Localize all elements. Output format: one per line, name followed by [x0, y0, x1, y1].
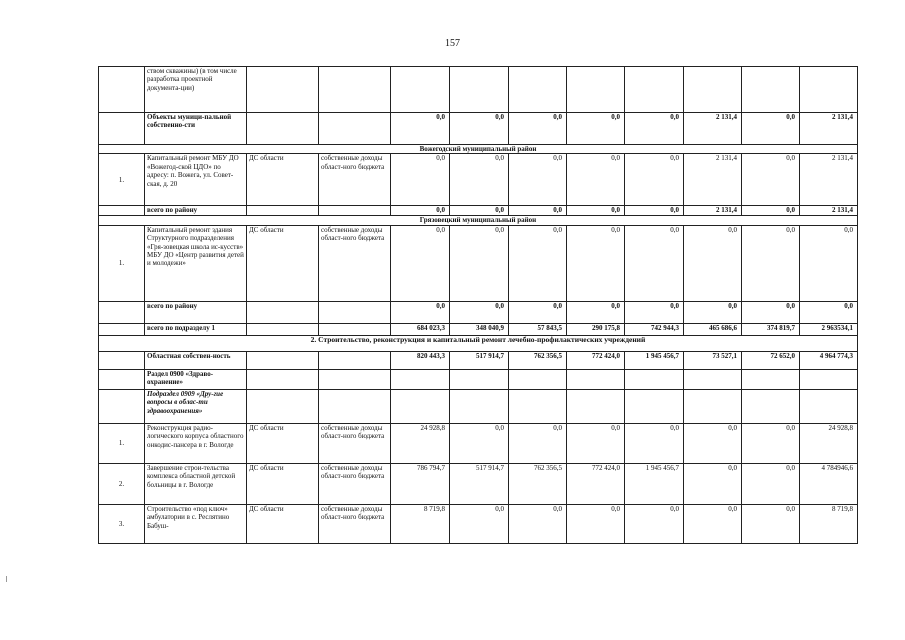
value-cell: 0,0: [509, 113, 567, 145]
value-cell: [625, 389, 684, 423]
table-row: [99, 145, 858, 154]
value-cell: 517 914,7: [450, 463, 509, 504]
funding-source: [247, 369, 319, 389]
value-cell: 0,0: [450, 225, 509, 301]
value-cell: 0,0: [742, 463, 800, 504]
section-header: Вожегодский муниципальный район: [99, 145, 858, 154]
value-cell: 762 356,5: [509, 351, 567, 369]
item-name: всего по району: [145, 301, 247, 323]
value-cell: 348 040,9: [450, 323, 509, 335]
section-header: 2. Строительство, реконструкция и капитальный ремонт лечебно-профилактических учреждений: [99, 335, 858, 351]
value-cell: [450, 67, 509, 113]
value-cell: 57 843,5: [509, 323, 567, 335]
funding-source: [247, 113, 319, 145]
value-cell: 290 175,8: [567, 323, 625, 335]
funding-type: собственные доходы област-ного бюджета: [319, 504, 391, 543]
value-cell: 2 131,4: [800, 154, 858, 206]
value-cell: 0,0: [625, 504, 684, 543]
row-number: 1.: [99, 423, 145, 463]
value-cell: 786 794,7: [391, 463, 450, 504]
value-cell: 374 819,7: [742, 323, 800, 335]
row-number: [99, 206, 145, 216]
value-cell: 0,0: [391, 301, 450, 323]
row-number: [99, 113, 145, 145]
funding-type: [319, 67, 391, 113]
value-cell: 742 944,3: [625, 323, 684, 335]
value-cell: 0,0: [742, 225, 800, 301]
table-row: [99, 423, 858, 463]
value-cell: [391, 369, 450, 389]
value-cell: 0,0: [625, 206, 684, 216]
table-row: [99, 323, 858, 335]
value-cell: 4 784946,6: [800, 463, 858, 504]
value-cell: 0,0: [450, 301, 509, 323]
value-cell: 0,0: [625, 423, 684, 463]
value-cell: [684, 389, 742, 423]
table-row: [99, 301, 858, 323]
table-row: [99, 463, 858, 504]
item-name: всего по подразделу 1: [145, 323, 247, 335]
value-cell: 762 356,5: [509, 463, 567, 504]
table-row: [99, 113, 858, 145]
item-name: всего по району: [145, 206, 247, 216]
funding-type: [319, 369, 391, 389]
funding-source: ДС области: [247, 463, 319, 504]
value-cell: 772 424,0: [567, 463, 625, 504]
item-name: Завершение строи-тельства комплекса областной детской больницы в г. Вологде: [145, 463, 247, 504]
value-cell: [800, 389, 858, 423]
funding-type: собственные доходы област-ного бюджета: [319, 225, 391, 301]
value-cell: 0,0: [742, 206, 800, 216]
funding-type: [319, 206, 391, 216]
value-cell: [391, 67, 450, 113]
value-cell: [684, 369, 742, 389]
row-number: [99, 323, 145, 335]
funding-type: собственные доходы област-ного бюджета: [319, 463, 391, 504]
value-cell: [800, 369, 858, 389]
value-cell: 4 964 774,3: [800, 351, 858, 369]
value-cell: [391, 389, 450, 423]
value-cell: 72 652,0: [742, 351, 800, 369]
value-cell: 0,0: [391, 154, 450, 206]
value-cell: 0,0: [800, 225, 858, 301]
item-name: Подраздел 0909 «Дру-гие вопросы в облас-ти здравоохранения»: [145, 389, 247, 423]
funding-source: [247, 351, 319, 369]
row-number: 3.: [99, 504, 145, 543]
value-cell: [800, 67, 858, 113]
item-name: Областная собствен-ность: [145, 351, 247, 369]
value-cell: 0,0: [509, 504, 567, 543]
scan-mark: [6, 576, 10, 582]
value-cell: 2 963534,1: [800, 323, 858, 335]
value-cell: 8 719,8: [391, 504, 450, 543]
value-cell: 0,0: [391, 206, 450, 216]
value-cell: 0,0: [684, 463, 742, 504]
funding-type: [319, 113, 391, 145]
table-row: [99, 369, 858, 389]
funding-type: [319, 389, 391, 423]
value-cell: 517 914,7: [450, 351, 509, 369]
funding-source: ДС области: [247, 423, 319, 463]
value-cell: 0,0: [625, 154, 684, 206]
value-cell: 0,0: [450, 206, 509, 216]
value-cell: 772 424,0: [567, 351, 625, 369]
value-cell: 0,0: [742, 423, 800, 463]
value-cell: 0,0: [742, 504, 800, 543]
value-cell: 2 131,4: [800, 206, 858, 216]
row-number: 2.: [99, 463, 145, 504]
value-cell: [625, 67, 684, 113]
item-name: Реконструкция радио-логического корпуса областного онкодис-пансера в г. Вологде: [145, 423, 247, 463]
value-cell: 2 131,4: [800, 113, 858, 145]
value-cell: [742, 369, 800, 389]
table-row: [99, 504, 858, 543]
table-row: [99, 389, 858, 423]
row-number: 1.: [99, 154, 145, 206]
funding-type: [319, 351, 391, 369]
value-cell: 0,0: [450, 423, 509, 463]
row-number: [99, 351, 145, 369]
table-row: [99, 351, 858, 369]
value-cell: 0,0: [567, 225, 625, 301]
value-cell: 73 527,1: [684, 351, 742, 369]
funding-type: собственные доходы област-ного бюджета: [319, 154, 391, 206]
value-cell: 0,0: [509, 154, 567, 206]
table-row: [99, 216, 858, 225]
value-cell: [742, 389, 800, 423]
value-cell: 0,0: [684, 423, 742, 463]
funding-source: [247, 323, 319, 335]
value-cell: 0,0: [567, 206, 625, 216]
value-cell: 2 131,4: [684, 206, 742, 216]
value-cell: 0,0: [567, 423, 625, 463]
value-cell: 820 443,3: [391, 351, 450, 369]
value-cell: 2 131,4: [684, 113, 742, 145]
value-cell: 0,0: [742, 113, 800, 145]
item-name: Раздел 0900 «Здраво-охранение»: [145, 369, 247, 389]
value-cell: 0,0: [625, 225, 684, 301]
value-cell: 0,0: [742, 301, 800, 323]
row-number: [99, 389, 145, 423]
funding-type: [319, 301, 391, 323]
value-cell: 1 945 456,7: [625, 351, 684, 369]
value-cell: [509, 67, 567, 113]
value-cell: [509, 369, 567, 389]
funding-source: ДС области: [247, 154, 319, 206]
funding-type: [319, 323, 391, 335]
page-number: 157: [445, 38, 460, 49]
value-cell: 0,0: [625, 113, 684, 145]
table-row: [99, 67, 858, 113]
funding-source: [247, 389, 319, 423]
value-cell: 465 686,6: [684, 323, 742, 335]
value-cell: 0,0: [509, 225, 567, 301]
value-cell: 0,0: [450, 113, 509, 145]
table-row: [99, 335, 858, 351]
value-cell: 1 945 456,7: [625, 463, 684, 504]
item-name: ством скважины) (в том числе разработка проектной документа-ции): [145, 67, 247, 113]
value-cell: [567, 67, 625, 113]
budget-table: [98, 66, 858, 544]
item-name: Объекты муници-пальной собственно-сти: [145, 113, 247, 145]
row-number: 1.: [99, 225, 145, 301]
value-cell: [509, 389, 567, 423]
value-cell: 0,0: [567, 504, 625, 543]
section-header: Грязовецкий муниципальный район: [99, 216, 858, 225]
funding-source: [247, 301, 319, 323]
funding-source: ДС области: [247, 504, 319, 543]
value-cell: 0,0: [742, 154, 800, 206]
value-cell: 0,0: [509, 301, 567, 323]
value-cell: 0,0: [684, 225, 742, 301]
value-cell: 0,0: [509, 423, 567, 463]
item-name: Строительство «под ключ» амбулатории в с. Реслятино Бабуш-: [145, 504, 247, 543]
table-row: [99, 225, 858, 301]
item-name: Капитальный ремонт МБУ ДО «Вожегод-ской ЦДО» по адресу: п. Вожега, ул. Совет-ская, д. 20: [145, 154, 247, 206]
value-cell: 0,0: [450, 504, 509, 543]
funding-source: [247, 67, 319, 113]
value-cell: 0,0: [391, 113, 450, 145]
value-cell: 0,0: [800, 301, 858, 323]
value-cell: 24 928,8: [800, 423, 858, 463]
row-number: [99, 369, 145, 389]
value-cell: [684, 67, 742, 113]
item-name: Капитальный ремонт здания Структурного подразделения «Гря-зовецкая школа ис-кусств» МБУ ДО «Центр развития детей и молодежи»: [145, 225, 247, 301]
value-cell: 0,0: [567, 154, 625, 206]
value-cell: 0,0: [567, 113, 625, 145]
table-row: [99, 206, 858, 216]
value-cell: [567, 389, 625, 423]
value-cell: 0,0: [625, 301, 684, 323]
row-number: [99, 67, 145, 113]
value-cell: [625, 369, 684, 389]
value-cell: 0,0: [450, 154, 509, 206]
value-cell: 0,0: [509, 206, 567, 216]
row-number: [99, 301, 145, 323]
funding-source: [247, 206, 319, 216]
value-cell: 0,0: [684, 504, 742, 543]
value-cell: 8 719,8: [800, 504, 858, 543]
table-row: [99, 154, 858, 206]
value-cell: [742, 67, 800, 113]
value-cell: [450, 369, 509, 389]
value-cell: 0,0: [684, 301, 742, 323]
value-cell: 2 131,4: [684, 154, 742, 206]
funding-source: ДС области: [247, 225, 319, 301]
funding-type: собственные доходы област-ного бюджета: [319, 423, 391, 463]
value-cell: 0,0: [567, 301, 625, 323]
value-cell: [567, 369, 625, 389]
value-cell: 0,0: [391, 225, 450, 301]
value-cell: 24 928,8: [391, 423, 450, 463]
value-cell: [450, 389, 509, 423]
value-cell: 684 023,3: [391, 323, 450, 335]
